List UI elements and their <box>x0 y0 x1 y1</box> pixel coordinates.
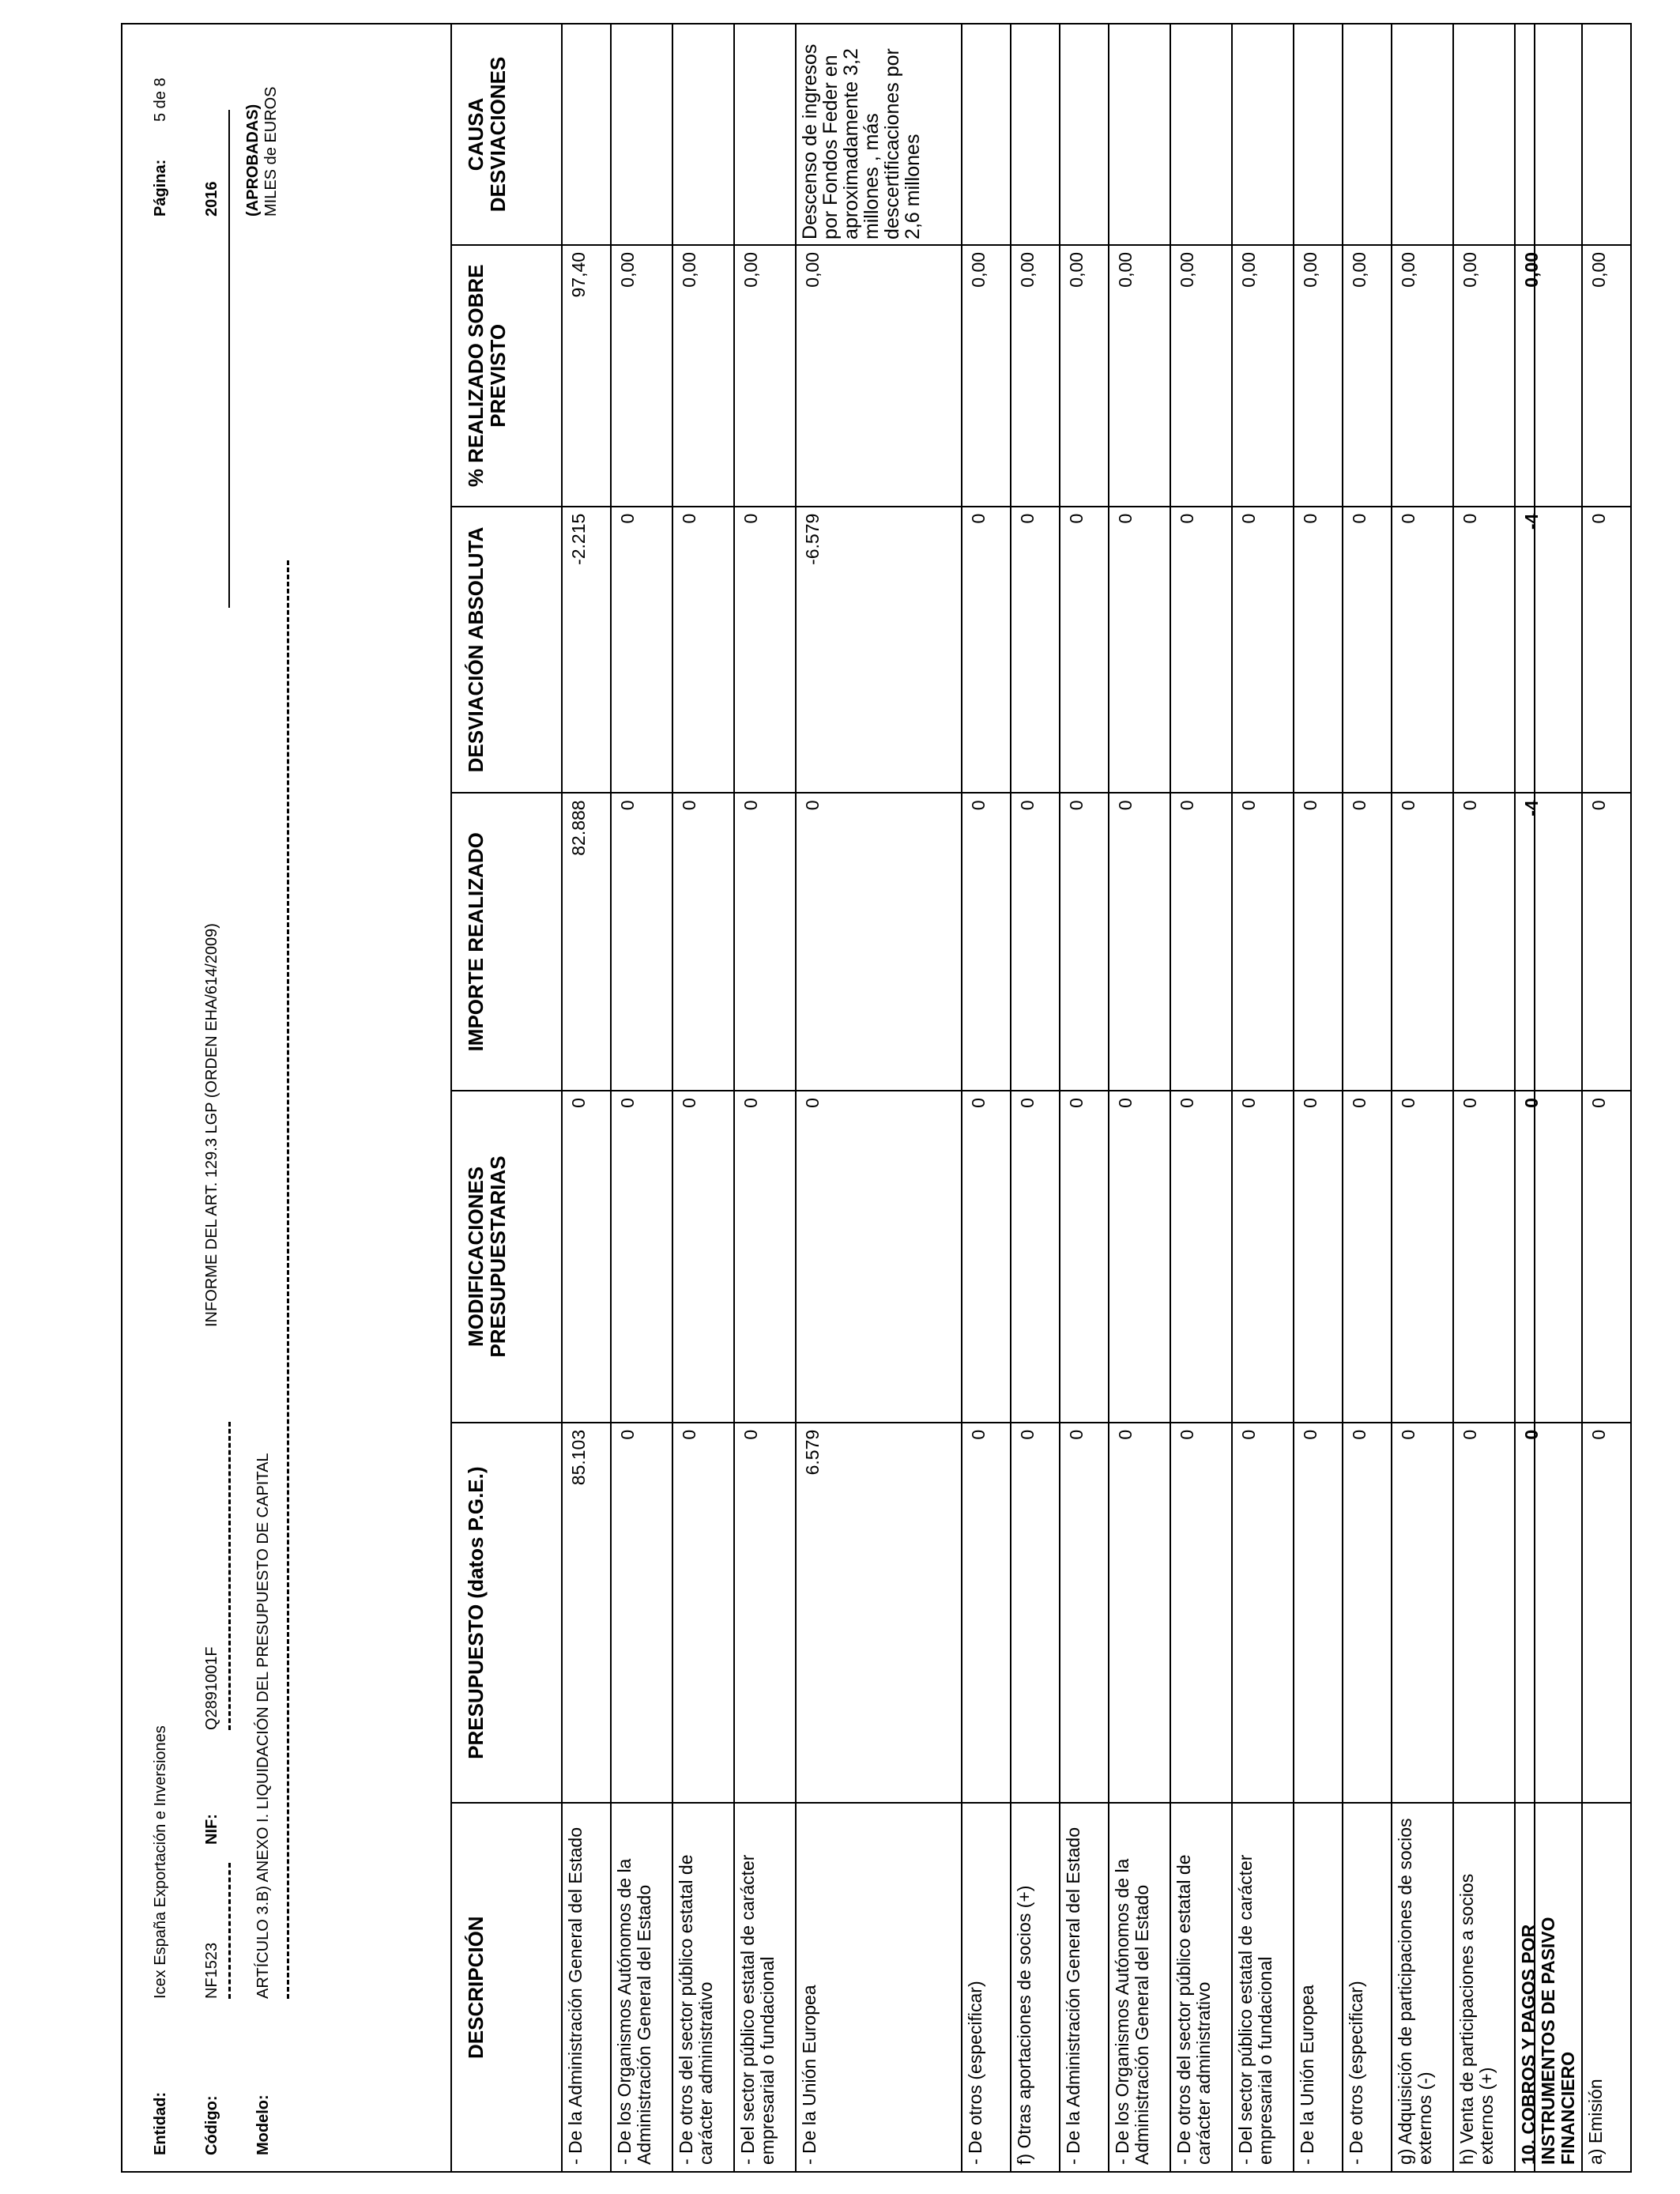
row-descripcion: - De la Unión Europea <box>796 1803 962 2172</box>
pagina-label: Página: <box>152 159 169 217</box>
header-importe: IMPORTE REALIZADO <box>451 793 562 1091</box>
nif-value: Q2891001F <box>203 1646 220 1730</box>
row-causa <box>1170 24 1232 245</box>
table-row <box>1343 24 1392 2172</box>
row-importe: 0 <box>1582 793 1631 1091</box>
row-porcentaje: 0,00 <box>1170 245 1232 507</box>
informe-underline <box>228 110 230 608</box>
row-importe: 0 <box>1343 793 1392 1091</box>
row-modificaciones: 0 <box>1170 1091 1232 1423</box>
header-presupuesto: PRESUPUESTO (datos P.G.E.) <box>451 1423 562 1804</box>
row-porcentaje: 0,00 <box>1453 245 1515 507</box>
table-row <box>734 24 796 2172</box>
row-desviacion: 0 <box>962 507 1011 794</box>
row-modificaciones: 0 <box>796 1091 962 1423</box>
table-row <box>562 24 611 2172</box>
header-desviacion: DESVIACIÓN ABSOLUTA <box>451 507 562 794</box>
row-causa <box>1294 24 1343 245</box>
row-presupuesto: 0 <box>1232 1423 1294 1804</box>
row-causa <box>1582 24 1631 245</box>
row-importe: 0 <box>796 793 962 1091</box>
header-descripcion: DESCRIPCIÓN <box>451 1803 562 2172</box>
rotated-sheet <box>121 23 1609 2173</box>
row-importe: 82.888 <box>562 793 611 1091</box>
row-causa <box>1515 24 1582 245</box>
row-desviacion: 0 <box>734 507 796 794</box>
row-importe: 0 <box>1294 793 1343 1091</box>
row-causa <box>1232 24 1294 245</box>
row-causa <box>734 24 796 245</box>
liquidacion-table <box>450 23 1632 2173</box>
table-row <box>962 24 1011 2172</box>
row-causa <box>672 24 734 245</box>
row-presupuesto: 0 <box>1011 1423 1060 1804</box>
row-porcentaje: 0,00 <box>962 245 1011 507</box>
table-row <box>672 24 734 2172</box>
header-modificaciones: MODIFICACIONES PRESUPUESTARIAS <box>451 1091 562 1423</box>
row-modificaciones: 0 <box>562 1091 611 1423</box>
row-desviacion: 0 <box>672 507 734 794</box>
table-row <box>1060 24 1109 2172</box>
row-porcentaje: 0,00 <box>1294 245 1343 507</box>
nif-label: NIF: <box>203 1814 220 1845</box>
row-porcentaje: 0,00 <box>1582 245 1631 507</box>
row-presupuesto: 0 <box>1170 1423 1232 1804</box>
row-descripcion: - De otros (especificar) <box>962 1803 1011 2172</box>
row-modificaciones: 0 <box>1392 1091 1453 1423</box>
row-modificaciones: 0 <box>1109 1091 1170 1423</box>
row-desviacion: 0 <box>1109 507 1170 794</box>
row-descripcion: - De otros del sector público estatal de carácter administrativo <box>1170 1803 1232 2172</box>
row-porcentaje: 0,00 <box>1343 245 1392 507</box>
row-descripcion: - De la Administración General del Estado <box>562 1803 611 2172</box>
row-presupuesto: 0 <box>962 1423 1011 1804</box>
row-modificaciones: 0 <box>1343 1091 1392 1423</box>
row-desviacion: 0 <box>1232 507 1294 794</box>
table-row <box>1294 24 1343 2172</box>
row-importe: 0 <box>672 793 734 1091</box>
row-presupuesto: 0 <box>1060 1423 1109 1804</box>
row-causa <box>1343 24 1392 245</box>
row-presupuesto: 6.579 <box>796 1423 962 1804</box>
row-importe: 0 <box>611 793 672 1091</box>
row-presupuesto: 0 <box>1109 1423 1170 1804</box>
table-row <box>1232 24 1294 2172</box>
codigo-underline <box>228 1863 231 1999</box>
table-row <box>611 24 672 2172</box>
row-importe: 0 <box>1011 793 1060 1091</box>
row-presupuesto: 0 <box>1453 1423 1515 1804</box>
row-presupuesto: 0 <box>1582 1423 1631 1804</box>
row-importe: 0 <box>1109 793 1170 1091</box>
row-desviacion: -2.215 <box>562 507 611 794</box>
row-causa <box>1392 24 1453 245</box>
row-presupuesto: 0 <box>734 1423 796 1804</box>
row-importe: 0 <box>1232 793 1294 1091</box>
row-causa <box>562 24 611 245</box>
row-porcentaje: 0,00 <box>1109 245 1170 507</box>
header-porcentaje: % REALIZADO SOBRE PREVISTO <box>451 245 562 507</box>
row-causa <box>962 24 1011 245</box>
row-desviacion: 0 <box>611 507 672 794</box>
row-modificaciones: 0 <box>672 1091 734 1423</box>
row-presupuesto: 0 <box>1294 1423 1343 1804</box>
table-body <box>562 24 1631 2172</box>
modelo-value: ARTÍCULO 3.B) ANEXO I. LIQUIDACIÓN DEL PRESUPUESTO DE CAPITAL <box>254 1453 272 1999</box>
row-porcentaje: 0,00 <box>1011 245 1060 507</box>
row-modificaciones: 0 <box>1582 1091 1631 1423</box>
row-desviacion: 0 <box>1343 507 1392 794</box>
row-porcentaje: 97,40 <box>562 245 611 507</box>
row-porcentaje: 0,00 <box>796 245 962 507</box>
row-presupuesto: 0 <box>611 1423 672 1804</box>
table-row <box>796 24 962 2172</box>
row-modificaciones: 0 <box>962 1091 1011 1423</box>
row-presupuesto: 0 <box>1392 1423 1453 1804</box>
row-desviacion: -6.579 <box>796 507 962 794</box>
row-desviacion: 0 <box>1453 507 1515 794</box>
year-value: 2016 <box>203 181 220 217</box>
row-modificaciones: 0 <box>611 1091 672 1423</box>
entidad-value: Icex España Exportación e Inversiones <box>152 1725 169 1999</box>
row-presupuesto: 0 <box>672 1423 734 1804</box>
row-descripcion: g) Adquisición de participaciones de socios externos (-) <box>1392 1803 1453 2172</box>
table-row <box>1011 24 1060 2172</box>
row-descripcion: h) Venta de participaciones a socios externos (+) <box>1453 1803 1515 2172</box>
nif-underline <box>228 1422 231 1730</box>
row-porcentaje: 0,00 <box>611 245 672 507</box>
row-descripcion: 10. COBROS Y PAGOS POR INSTRUMENTOS DE PASIVO FINANCIERO <box>1515 1803 1582 2172</box>
row-importe: 0 <box>1453 793 1515 1091</box>
row-modificaciones: 0 <box>1011 1091 1060 1423</box>
row-modificaciones: 0 <box>1453 1091 1515 1423</box>
header-causa: CAUSA DESVIACIONES <box>451 24 562 245</box>
row-descripcion: - De la Unión Europea <box>1294 1803 1343 2172</box>
row-porcentaje: 0,00 <box>1060 245 1109 507</box>
row-descripcion: - De los Organismos Autónomos de la Administración General del Estado <box>611 1803 672 2172</box>
table-row <box>1515 24 1582 2172</box>
pagina-value: 5 de 8 <box>152 77 169 122</box>
table-row <box>1453 24 1515 2172</box>
table-row <box>1170 24 1232 2172</box>
row-modificaciones: 0 <box>1060 1091 1109 1423</box>
table-header-row <box>451 24 562 2172</box>
row-descripcion: a) Emisión <box>1582 1803 1631 2172</box>
aprobadas-label: (APROBADAS) <box>244 104 262 217</box>
row-importe: 0 <box>1170 793 1232 1091</box>
modelo-underline <box>287 560 289 1999</box>
row-modificaciones: 0 <box>1515 1091 1582 1423</box>
row-porcentaje: 0,00 <box>1232 245 1294 507</box>
informe-title: INFORME DEL ART. 129.3 LGP (ORDEN EHA/614/2009) <box>203 923 220 1327</box>
row-causa <box>1453 24 1515 245</box>
row-modificaciones: 0 <box>1294 1091 1343 1423</box>
row-desviacion: 0 <box>1294 507 1343 794</box>
row-descripcion: - Del sector público estatal de carácter empresarial o fundacional <box>1232 1803 1294 2172</box>
row-presupuesto: 85.103 <box>562 1423 611 1804</box>
table-row <box>1109 24 1170 2172</box>
row-causa <box>1011 24 1060 245</box>
row-importe: 0 <box>962 793 1011 1091</box>
row-modificaciones: 0 <box>1232 1091 1294 1423</box>
row-presupuesto: 0 <box>1515 1423 1582 1804</box>
row-causa <box>611 24 672 245</box>
row-descripcion: - De otros del sector público estatal de carácter administrativo <box>672 1803 734 2172</box>
row-desviacion: 0 <box>1392 507 1453 794</box>
table-row <box>1582 24 1631 2172</box>
codigo-value: NF1523 <box>203 1942 220 1999</box>
row-porcentaje: 0,00 <box>1515 245 1582 507</box>
row-importe: 0 <box>1392 793 1453 1091</box>
row-importe: -4 <box>1515 793 1582 1091</box>
row-descripcion: f) Otras aportaciones de socios (+) <box>1011 1803 1060 2172</box>
row-porcentaje: 0,00 <box>1392 245 1453 507</box>
row-causa <box>1109 24 1170 245</box>
entidad-label: Entidad: <box>152 2092 169 2155</box>
row-desviacion: 0 <box>1170 507 1232 794</box>
row-desviacion: 0 <box>1011 507 1060 794</box>
row-modificaciones: 0 <box>734 1091 796 1423</box>
row-causa <box>1060 24 1109 245</box>
row-presupuesto: 0 <box>1343 1423 1392 1804</box>
row-porcentaje: 0,00 <box>672 245 734 507</box>
modelo-label: Modelo: <box>254 2094 272 2155</box>
row-importe: 0 <box>734 793 796 1091</box>
row-descripcion: - De la Administración General del Estado <box>1060 1803 1109 2172</box>
row-porcentaje: 0,00 <box>734 245 796 507</box>
row-desviacion: 0 <box>1060 507 1109 794</box>
table-row <box>1392 24 1453 2172</box>
codigo-label: Código: <box>203 2095 220 2155</box>
unidades-label: MILES de EUROS <box>262 86 280 217</box>
row-descripcion: - De otros (especificar) <box>1343 1803 1392 2172</box>
row-descripcion: - Del sector público estatal de carácter empresarial o fundacional <box>734 1803 796 2172</box>
row-importe: 0 <box>1060 793 1109 1091</box>
row-desviacion: -4 <box>1515 507 1582 794</box>
row-desviacion: 0 <box>1582 507 1631 794</box>
row-causa: Descenso de ingresos por Fondos Feder en aproximadamente 3,2 millones , más descertificaciones por 2,6 millones <box>796 24 962 245</box>
row-descripcion: - De los Organismos Autónomos de la Administración General del Estado <box>1109 1803 1170 2172</box>
